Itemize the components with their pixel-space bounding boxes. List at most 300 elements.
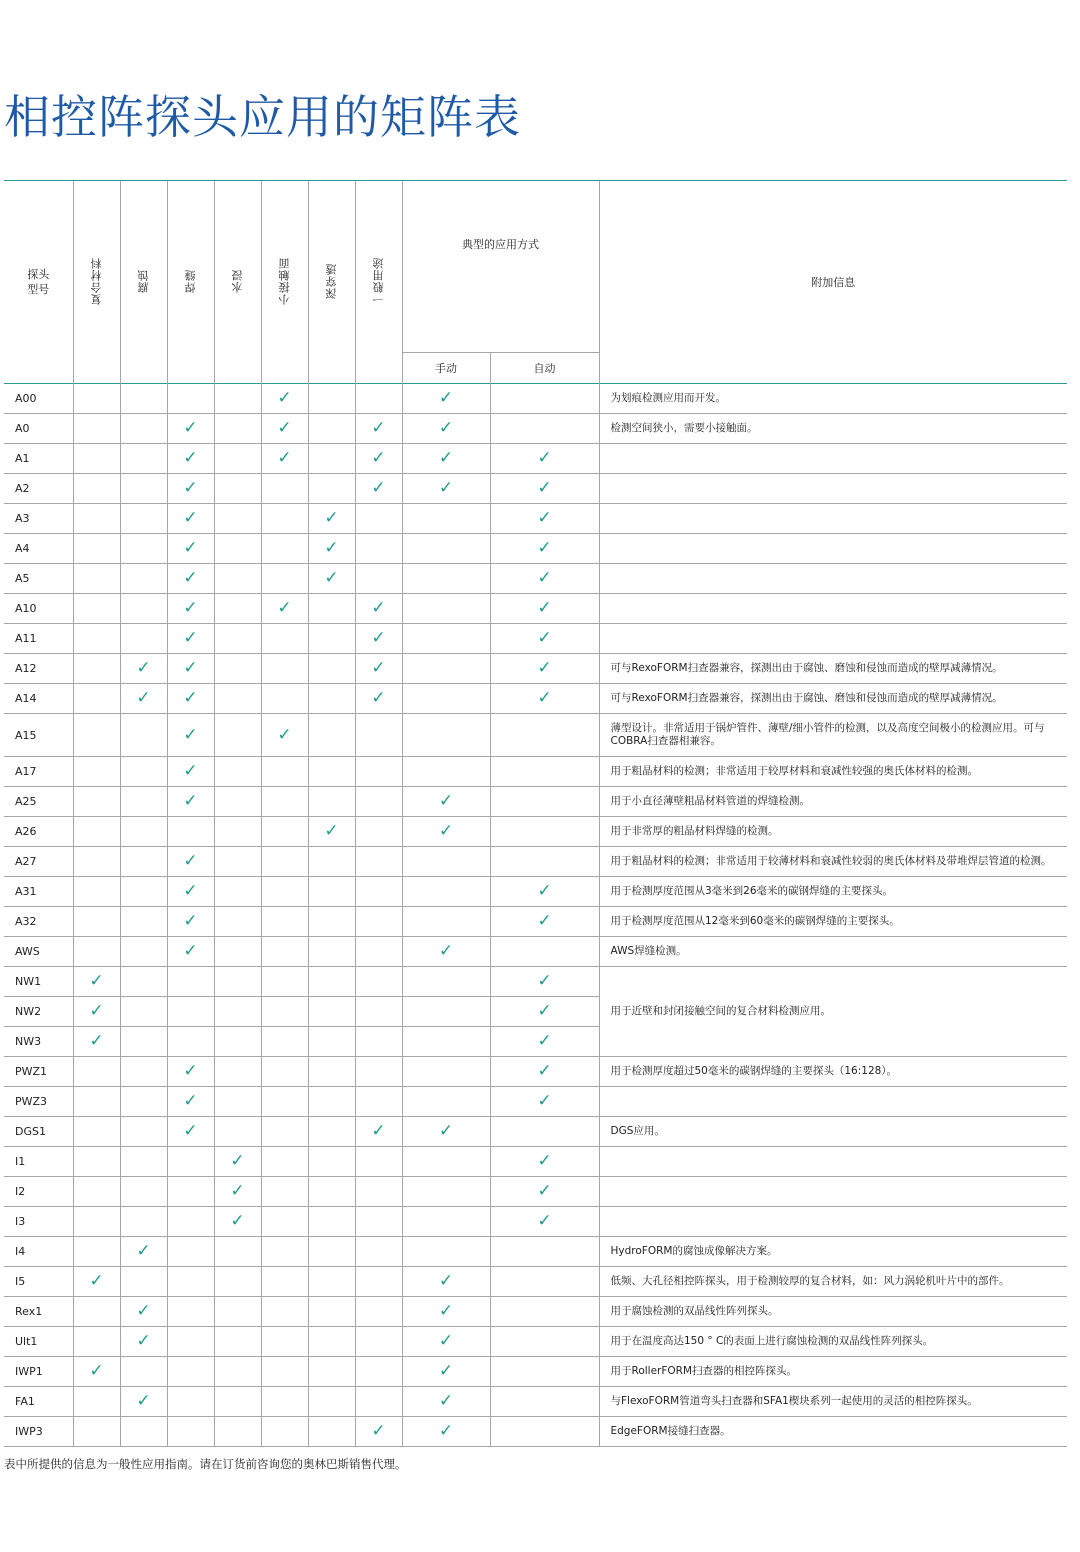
cell-general-purpose [355, 757, 402, 787]
cell-automatic [490, 1267, 599, 1297]
cell-weld [167, 1207, 214, 1237]
additional-info [599, 444, 1067, 474]
checkmark-icon: ✓ [183, 478, 198, 498]
additional-info: 用于检测厚度超过50毫米的碳钢焊缝的主要探头（16:128）。 [599, 1057, 1067, 1087]
checkmark-icon: ✓ [230, 1211, 245, 1231]
cell-weld [167, 1327, 214, 1357]
additional-info: 可与RexoFORM扫查器兼容，探测出由于腐蚀、磨蚀和侵蚀而造成的壁厚减薄情况。 [599, 654, 1067, 684]
cell-composite [73, 1237, 120, 1267]
probe-model: DGS1 [15, 1125, 46, 1138]
table-row [4, 877, 1067, 907]
table-row [4, 1387, 1067, 1417]
cell-small-footprint [261, 907, 308, 937]
checkmark-icon: ✓ [537, 1211, 552, 1231]
cell-general-purpose [355, 1267, 402, 1297]
cell-automatic [490, 414, 599, 444]
checkmark-icon: ✓ [183, 568, 198, 588]
header-composite: 复合材料 [73, 181, 120, 384]
cell-deep-penetration [308, 444, 355, 474]
additional-info: 与FlexoFORM管道弯头扫查器和SFA1楔块系列一起使用的灵活的相控阵探头。 [599, 1387, 1067, 1417]
checkmark-icon: ✓ [277, 724, 292, 745]
checkmark-icon: ✓ [136, 1241, 151, 1261]
cell-deep-penetration [308, 1147, 355, 1177]
checkmark-icon: ✓ [89, 1001, 104, 1021]
probe-model: A5 [15, 572, 30, 585]
cell-immersion [214, 1327, 261, 1357]
cell-composite [73, 1267, 120, 1297]
cell-weld [167, 384, 214, 414]
probe-model: A15 [15, 728, 37, 742]
header-immersion: 水浸 [214, 181, 261, 384]
cell-corrosion [120, 1117, 167, 1147]
cell-corrosion [120, 1357, 167, 1387]
checkmark-icon: ✓ [438, 1391, 454, 1411]
checkmark-icon: ✓ [438, 478, 454, 498]
cell-automatic [490, 534, 599, 564]
additional-info [599, 1087, 1067, 1117]
cell-general-purpose [355, 564, 402, 594]
table-row [4, 564, 1067, 594]
checkmark-icon: ✓ [183, 538, 198, 558]
cell-immersion [214, 1117, 261, 1147]
cell-immersion [214, 907, 261, 937]
cell-corrosion [120, 594, 167, 624]
table-row [4, 1207, 1067, 1237]
cell-weld [167, 787, 214, 817]
checkmark-icon: ✓ [183, 448, 198, 468]
probe-model: A2 [15, 482, 30, 495]
cell-corrosion [120, 534, 167, 564]
checkmark-icon: ✓ [183, 688, 198, 708]
checkmark-icon: ✓ [537, 448, 552, 468]
cell-immersion [214, 1207, 261, 1237]
cell-composite [73, 997, 120, 1027]
cell-composite [73, 534, 120, 564]
cell-deep-penetration [308, 594, 355, 624]
cell-small-footprint [261, 1297, 308, 1327]
cell-composite [73, 1387, 120, 1417]
cell-weld [167, 654, 214, 684]
cell-weld [167, 684, 214, 714]
cell-immersion [214, 937, 261, 967]
cell-automatic [490, 1237, 599, 1267]
probe-model: IWP1 [15, 1365, 43, 1378]
table-row [4, 1237, 1067, 1267]
checkmark-icon: ✓ [183, 418, 198, 438]
cell-small-footprint [261, 1357, 308, 1387]
cell-immersion [214, 684, 261, 714]
cell-general-purpose [355, 1207, 402, 1237]
cell-deep-penetration [308, 787, 355, 817]
cell-weld [167, 877, 214, 907]
cell-deep-penetration [308, 817, 355, 847]
probe-model: PWZ3 [15, 1095, 48, 1108]
probe-model: A25 [15, 795, 37, 808]
matrix-body [4, 384, 1067, 1447]
checkmark-icon: ✓ [537, 658, 552, 678]
cell-automatic [490, 817, 599, 847]
cell-small-footprint [261, 847, 308, 877]
cell-automatic [490, 444, 599, 474]
checkmark-icon: ✓ [324, 508, 339, 528]
checkmark-icon: ✓ [371, 478, 386, 498]
checkmark-icon: ✓ [136, 658, 151, 678]
additional-info: 检测空间狭小，需要小接触面。 [599, 414, 1067, 444]
additional-info: 用于近壁和封闭接触空间的复合材料检测应用。 [599, 967, 1067, 1057]
header-additional-info: 附加信息 [599, 181, 1067, 384]
checkmark-icon: ✓ [183, 724, 198, 745]
cell-immersion [214, 847, 261, 877]
cell-composite [73, 504, 120, 534]
cell-deep-penetration [308, 684, 355, 714]
checkmark-icon: ✓ [438, 1421, 454, 1441]
cell-general-purpose [355, 1387, 402, 1417]
cell-manual [402, 1057, 490, 1087]
probe-model: A17 [15, 765, 37, 778]
checkmark-icon: ✓ [89, 1271, 104, 1291]
table-row [4, 937, 1067, 967]
cell-deep-penetration [308, 1027, 355, 1057]
additional-info [599, 534, 1067, 564]
checkmark-icon: ✓ [183, 1121, 198, 1141]
cell-corrosion [120, 1297, 167, 1327]
cell-manual [402, 444, 490, 474]
cell-small-footprint [261, 1327, 308, 1357]
probe-model: AWS [15, 945, 40, 958]
cell-manual [402, 684, 490, 714]
checkmark-icon: ✓ [537, 971, 552, 991]
header-manual: 手动 [402, 353, 490, 384]
checkmark-icon: ✓ [136, 1331, 151, 1351]
checkmark-icon: ✓ [438, 1271, 454, 1291]
checkmark-icon: ✓ [438, 821, 454, 841]
checkmark-icon: ✓ [183, 1061, 198, 1081]
table-row [4, 1177, 1067, 1207]
cell-composite [73, 624, 120, 654]
additional-info [599, 594, 1067, 624]
cell-corrosion [120, 847, 167, 877]
checkmark-icon: ✓ [324, 568, 339, 588]
probe-model: NW2 [15, 1005, 42, 1018]
cell-automatic [490, 997, 599, 1027]
checkmark-icon: ✓ [537, 1181, 552, 1201]
cell-immersion [214, 564, 261, 594]
checkmark-icon: ✓ [371, 628, 386, 648]
cell-composite [73, 1117, 120, 1147]
cell-composite [73, 684, 120, 714]
cell-manual [402, 817, 490, 847]
cell-small-footprint [261, 534, 308, 564]
cell-deep-penetration [308, 877, 355, 907]
cell-general-purpose [355, 1147, 402, 1177]
cell-manual [402, 1177, 490, 1207]
cell-automatic [490, 937, 599, 967]
cell-composite [73, 1177, 120, 1207]
cell-immersion [214, 624, 261, 654]
cell-corrosion [120, 474, 167, 504]
cell-general-purpose [355, 384, 402, 414]
cell-automatic [490, 624, 599, 654]
cell-deep-penetration [308, 414, 355, 444]
table-row [4, 1267, 1067, 1297]
cell-corrosion [120, 1147, 167, 1177]
cell-composite [73, 1027, 120, 1057]
checkmark-icon: ✓ [537, 598, 552, 618]
header-automatic: 自动 [490, 353, 599, 384]
cell-manual [402, 1417, 490, 1447]
cell-composite [73, 1357, 120, 1387]
additional-info: AWS焊缝检测。 [599, 937, 1067, 967]
probe-model: I3 [15, 1215, 26, 1228]
cell-automatic [490, 757, 599, 787]
cell-immersion [214, 1147, 261, 1177]
cell-general-purpose [355, 877, 402, 907]
cell-manual [402, 847, 490, 877]
table-row [4, 474, 1067, 504]
checkmark-icon: ✓ [183, 598, 198, 618]
cell-composite [73, 474, 120, 504]
additional-info: 用于检测厚度范围从12毫米到60毫米的碳钢焊缝的主要探头。 [599, 907, 1067, 937]
cell-weld [167, 1057, 214, 1087]
cell-small-footprint [261, 877, 308, 907]
cell-manual [402, 1117, 490, 1147]
table-row [4, 967, 1067, 997]
checkmark-icon: ✓ [371, 448, 386, 468]
cell-manual [402, 564, 490, 594]
cell-composite [73, 1417, 120, 1447]
cell-manual [402, 474, 490, 504]
cell-automatic [490, 474, 599, 504]
header-general-purpose: 一般用途 [355, 181, 402, 384]
table-row [4, 1327, 1067, 1357]
cell-composite [73, 384, 120, 414]
cell-automatic [490, 1387, 599, 1417]
cell-deep-penetration [308, 1417, 355, 1447]
checkmark-icon: ✓ [183, 911, 198, 931]
cell-weld [167, 714, 214, 757]
cell-corrosion [120, 967, 167, 997]
cell-weld [167, 564, 214, 594]
cell-deep-penetration [308, 997, 355, 1027]
cell-small-footprint [261, 564, 308, 594]
cell-immersion [214, 817, 261, 847]
probe-model: A1 [15, 452, 30, 465]
additional-info: DGS应用。 [599, 1117, 1067, 1147]
cell-small-footprint [261, 937, 308, 967]
additional-info: HydroFORM的腐蚀成像解决方案。 [599, 1237, 1067, 1267]
additional-info: EdgeFORM接缝扫查器。 [599, 1417, 1067, 1447]
cell-automatic [490, 1147, 599, 1177]
cell-immersion [214, 384, 261, 414]
checkmark-icon: ✓ [537, 568, 552, 588]
cell-manual [402, 414, 490, 444]
checkmark-icon: ✓ [438, 448, 454, 468]
cell-corrosion [120, 1387, 167, 1417]
cell-deep-penetration [308, 384, 355, 414]
checkmark-icon: ✓ [183, 851, 198, 871]
cell-automatic [490, 787, 599, 817]
table-row [4, 684, 1067, 714]
cell-composite [73, 1297, 120, 1327]
cell-immersion [214, 1357, 261, 1387]
cell-automatic [490, 1117, 599, 1147]
cell-corrosion [120, 1177, 167, 1207]
cell-composite [73, 594, 120, 624]
cell-immersion [214, 1417, 261, 1447]
checkmark-icon: ✓ [438, 1301, 454, 1321]
cell-deep-penetration [308, 624, 355, 654]
cell-small-footprint [261, 504, 308, 534]
table-row [4, 414, 1067, 444]
checkmark-icon: ✓ [537, 1001, 552, 1021]
table-row [4, 1117, 1067, 1147]
cell-weld [167, 1087, 214, 1117]
cell-general-purpose [355, 817, 402, 847]
cell-automatic [490, 1297, 599, 1327]
table-row [4, 1087, 1067, 1117]
cell-small-footprint [261, 787, 308, 817]
checkmark-icon: ✓ [537, 911, 552, 931]
additional-info [599, 474, 1067, 504]
cell-manual [402, 1387, 490, 1417]
cell-immersion [214, 757, 261, 787]
cell-corrosion [120, 504, 167, 534]
cell-general-purpose [355, 654, 402, 684]
cell-automatic [490, 564, 599, 594]
cell-automatic [490, 847, 599, 877]
cell-weld [167, 817, 214, 847]
cell-corrosion [120, 1027, 167, 1057]
cell-corrosion [120, 444, 167, 474]
cell-immersion [214, 997, 261, 1027]
additional-info [599, 624, 1067, 654]
cell-general-purpose [355, 907, 402, 937]
cell-manual [402, 1267, 490, 1297]
probe-model: A14 [15, 692, 37, 705]
header-deep-penetration: 深穿透 [308, 181, 355, 384]
additional-info: 用于粗晶材料的检测；非常适用于较薄材料和衰减性较弱的奥氏体材料及带堆焊层管道的检测。 [599, 847, 1067, 877]
cell-weld [167, 504, 214, 534]
cell-general-purpose [355, 534, 402, 564]
cell-small-footprint [261, 684, 308, 714]
probe-model: A12 [15, 662, 37, 675]
cell-manual [402, 384, 490, 414]
cell-general-purpose [355, 1417, 402, 1447]
cell-immersion [214, 1237, 261, 1267]
cell-deep-penetration [308, 534, 355, 564]
cell-general-purpose [355, 937, 402, 967]
cell-small-footprint [261, 1117, 308, 1147]
checkmark-icon: ✓ [183, 881, 198, 901]
cell-weld [167, 594, 214, 624]
cell-weld [167, 1147, 214, 1177]
cell-immersion [214, 967, 261, 997]
cell-deep-penetration [308, 1177, 355, 1207]
cell-automatic [490, 1087, 599, 1117]
cell-manual [402, 937, 490, 967]
cell-weld [167, 414, 214, 444]
cell-general-purpose [355, 1237, 402, 1267]
checkmark-icon: ✓ [438, 388, 454, 408]
cell-deep-penetration [308, 1117, 355, 1147]
footnote: 表中所提供的信息为一般性应用指南。请在订货前咨询您的奥林巴斯销售代理。 [4, 1457, 407, 1471]
cell-deep-penetration [308, 1297, 355, 1327]
cell-automatic [490, 1357, 599, 1387]
cell-general-purpose [355, 787, 402, 817]
cell-manual [402, 714, 490, 757]
probe-model: NW1 [15, 975, 42, 988]
checkmark-icon: ✓ [537, 628, 552, 648]
cell-small-footprint [261, 1237, 308, 1267]
cell-deep-penetration [308, 564, 355, 594]
cell-composite [73, 444, 120, 474]
table-row [4, 654, 1067, 684]
additional-info: 薄型设计。非常适用于锅炉管件、薄壁/细小管件的检测，以及高度空间极小的检测应用。可与COBRA扫查器相兼容。 [599, 714, 1067, 757]
cell-general-purpose [355, 624, 402, 654]
cell-immersion [214, 1297, 261, 1327]
cell-small-footprint [261, 1417, 308, 1447]
checkmark-icon: ✓ [371, 598, 386, 618]
checkmark-icon: ✓ [537, 1091, 552, 1111]
additional-info: 用于检测厚度范围从3毫米到26毫米的碳钢焊缝的主要探头。 [599, 877, 1067, 907]
cell-immersion [214, 787, 261, 817]
cell-immersion [214, 714, 261, 757]
cell-weld [167, 1027, 214, 1057]
cell-immersion [214, 444, 261, 474]
cell-deep-penetration [308, 1327, 355, 1357]
additional-info: 用于RollerFORM扫查器的相控阵探头。 [599, 1357, 1067, 1387]
cell-corrosion [120, 937, 167, 967]
cell-composite [73, 714, 120, 757]
cell-composite [73, 654, 120, 684]
cell-manual [402, 1327, 490, 1357]
cell-deep-penetration [308, 1057, 355, 1087]
probe-model: I5 [15, 1275, 26, 1288]
cell-manual [402, 1297, 490, 1327]
cell-corrosion [120, 1417, 167, 1447]
checkmark-icon: ✓ [230, 1181, 245, 1201]
table-row [4, 504, 1067, 534]
probe-model: A27 [15, 855, 37, 868]
checkmark-icon: ✓ [89, 1361, 104, 1381]
checkmark-icon: ✓ [438, 791, 454, 811]
checkmark-icon: ✓ [438, 418, 454, 438]
cell-small-footprint [261, 1027, 308, 1057]
cell-corrosion [120, 684, 167, 714]
cell-weld [167, 474, 214, 504]
cell-small-footprint [261, 384, 308, 414]
cell-composite [73, 907, 120, 937]
cell-automatic [490, 504, 599, 534]
cell-immersion [214, 1387, 261, 1417]
cell-automatic [490, 967, 599, 997]
cell-corrosion [120, 817, 167, 847]
cell-corrosion [120, 714, 167, 757]
cell-manual [402, 907, 490, 937]
checkmark-icon: ✓ [89, 971, 104, 991]
cell-general-purpose [355, 474, 402, 504]
cell-corrosion [120, 1267, 167, 1297]
cell-small-footprint [261, 654, 308, 684]
cell-immersion [214, 654, 261, 684]
cell-general-purpose [355, 504, 402, 534]
table-row [4, 907, 1067, 937]
checkmark-icon: ✓ [324, 538, 339, 558]
cell-small-footprint [261, 1057, 308, 1087]
additional-info [599, 1207, 1067, 1237]
cell-corrosion [120, 907, 167, 937]
cell-weld [167, 1297, 214, 1327]
